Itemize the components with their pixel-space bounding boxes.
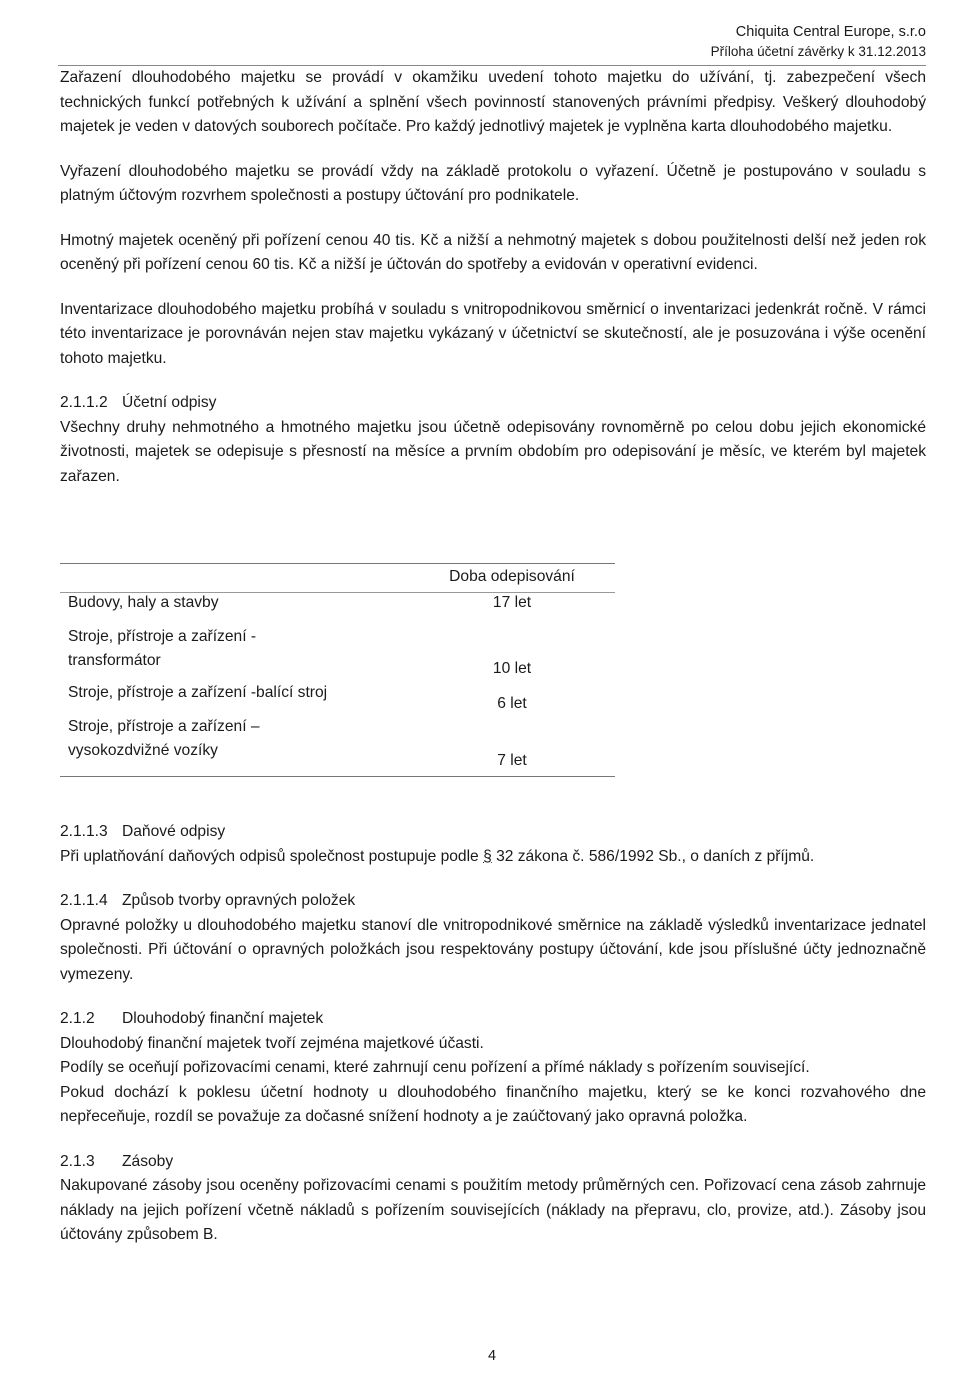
table-row-label: Stroje, přístroje a zařízení - transformátor: [68, 628, 257, 669]
depreciation-table: [60, 563, 615, 777]
section-title: Daňové odpisy: [122, 823, 226, 840]
table-row-value: 7 let: [497, 752, 527, 769]
section-number: 2.1.1.3: [60, 823, 108, 840]
section-text: Nakupované zásoby jsou oceněny pořizovacími cenami s použitím metody průměrných cen. Pořizovací cena zásob zahrnuje náklady na jejich pořízení včetně nákladů s pořízením souvisejících (náklady na přepravu, clo, provize, atd.). Zásoby jsou účtovány způsobem B.: [60, 1177, 926, 1243]
header-subtitle: Příloha účetní závěrky k 31.12.2013: [710, 44, 926, 59]
section-text: Při uplatňování daňových odpisů společnost postupuje podle: [60, 847, 484, 865]
section-number: 2.1.1.2: [60, 394, 108, 411]
section-number: 2.1.2: [60, 1010, 95, 1027]
section-text: Opravné položky u dlouhodobého majetku stanoví dle vnitropodnikové směrnice na základě výsledků inventarizace jednatel společnosti. Při účtování o opravných položkách jsou respektovány postupy účtování, kde jsou příslušné účty jednoznačně vymezeny.: [60, 916, 926, 983]
section-line: Podíly se oceňují pořizovacími cenami, které zahrnují cenu pořízení a přímé náklady s pořízením související.: [60, 1059, 810, 1076]
paragraph-asset-disposal: Vyřazení dlouhodobého majetku se provádí vždy na základě protokolu o vyřazení. Účetně je postupováno v souladu s platným účtovým rozvrhem společnosti a postupy účtování pro podnikatele.: [60, 162, 926, 204]
column-header-depreciation-period: Doba odepisování: [449, 568, 575, 585]
table-row-label: Stroje, přístroje a zařízení -balící stroj: [68, 684, 328, 701]
company-name: Chiquita Central Europe, s.r.o: [735, 24, 926, 40]
document-body-lower: [60, 820, 926, 1248]
section-number: 2.1.1.4: [60, 892, 108, 909]
page-number: 4: [487, 1348, 497, 1364]
section-text: Všechny druhy nehmotného a hmotného majetku jsou účetně odepisovány rovnoměrně po celou dobu jejich ekonomické životnosti, majetek se odepisuje s přesností na měsíce a prvním obdobím pro odepisování je měsíc, ve kterém byl majetek zařazen.: [60, 418, 926, 485]
page-header: [711, 22, 926, 62]
section-number: 2.1.3: [60, 1152, 95, 1170]
section-title: Dlouhodobý finanční majetek: [122, 1010, 324, 1027]
paragraph-asset-inclusion: Zařazení dlouhodobého majetku se provádí v okamžiku uvedení tohoto majetku do užívání, tj. zabezpečení všech technických funkcí potřebných k užívání a splnění všech povinností stanovených právními předpisy. Veškerý dlouhodobý majetek je veden v datových souborech počítače. Pro každý jednotlivý majetek je vyplněna karta dlouhodobého majetku.: [60, 69, 926, 135]
paragraph-inventory-check: Inventarizace dlouhodobého majetku probíhá v souladu s vnitropodnikovou směrnicí o inventarizaci jedenkrát ročně. V rámci této inventarizace je porovnáván nejen stav majetku vykázaný v účetnictví se skutečností, ale je posuzována i výše ocenění tohoto majetku.: [60, 300, 926, 367]
table-row-value: 17 let: [492, 594, 532, 611]
section-sign: §: [483, 847, 492, 865]
table-row-value: 10 let: [492, 660, 532, 677]
section-title: Účetní odpisy: [122, 394, 217, 411]
section-accounting-depreciation: [60, 391, 926, 489]
paragraph-low-value-assets: Hmotný majetek oceněný při pořízení cenou 40 tis. Kč a nižší a nehmotný majetek s dobou použitelnosti delší než jeden rok oceněný při pořízení cenou 60 tis. Kč a nižší je účtován do spotřeby a evidován v operativní evidenci.: [60, 231, 926, 273]
section-text-continued: 32 zákona č. 586/1992 Sb., o daních z příjmů.: [491, 847, 815, 865]
section-title: Zásoby: [122, 1152, 174, 1170]
table-row-label: Budovy, haly a stavby: [68, 594, 219, 611]
section-inventories: [60, 1150, 926, 1248]
table-row-value: 6 let: [497, 695, 527, 712]
section-title: Způsob tvorby opravných položek: [122, 892, 356, 909]
section-tax-depreciation: [60, 820, 926, 869]
table-row-label: Stroje, přístroje a zařízení – vysokozdvižné vozíky: [68, 718, 260, 759]
section-line: Dlouhodobý finanční majetek tvoří zejména majetkové účasti.: [60, 1034, 484, 1052]
section-line: Pokud dochází k poklesu účetní hodnoty u dlouhodobého finančního majetku, který se ke konci rozvahového dne nepřeceňuje, rozdíl se považuje za dočasné snížení hodnoty a je zaúčtovaný jako opravná položka.: [60, 1083, 926, 1125]
section-valuation-allowances: [60, 889, 926, 987]
document-body: [60, 66, 926, 489]
section-financial-assets: [60, 1007, 926, 1130]
